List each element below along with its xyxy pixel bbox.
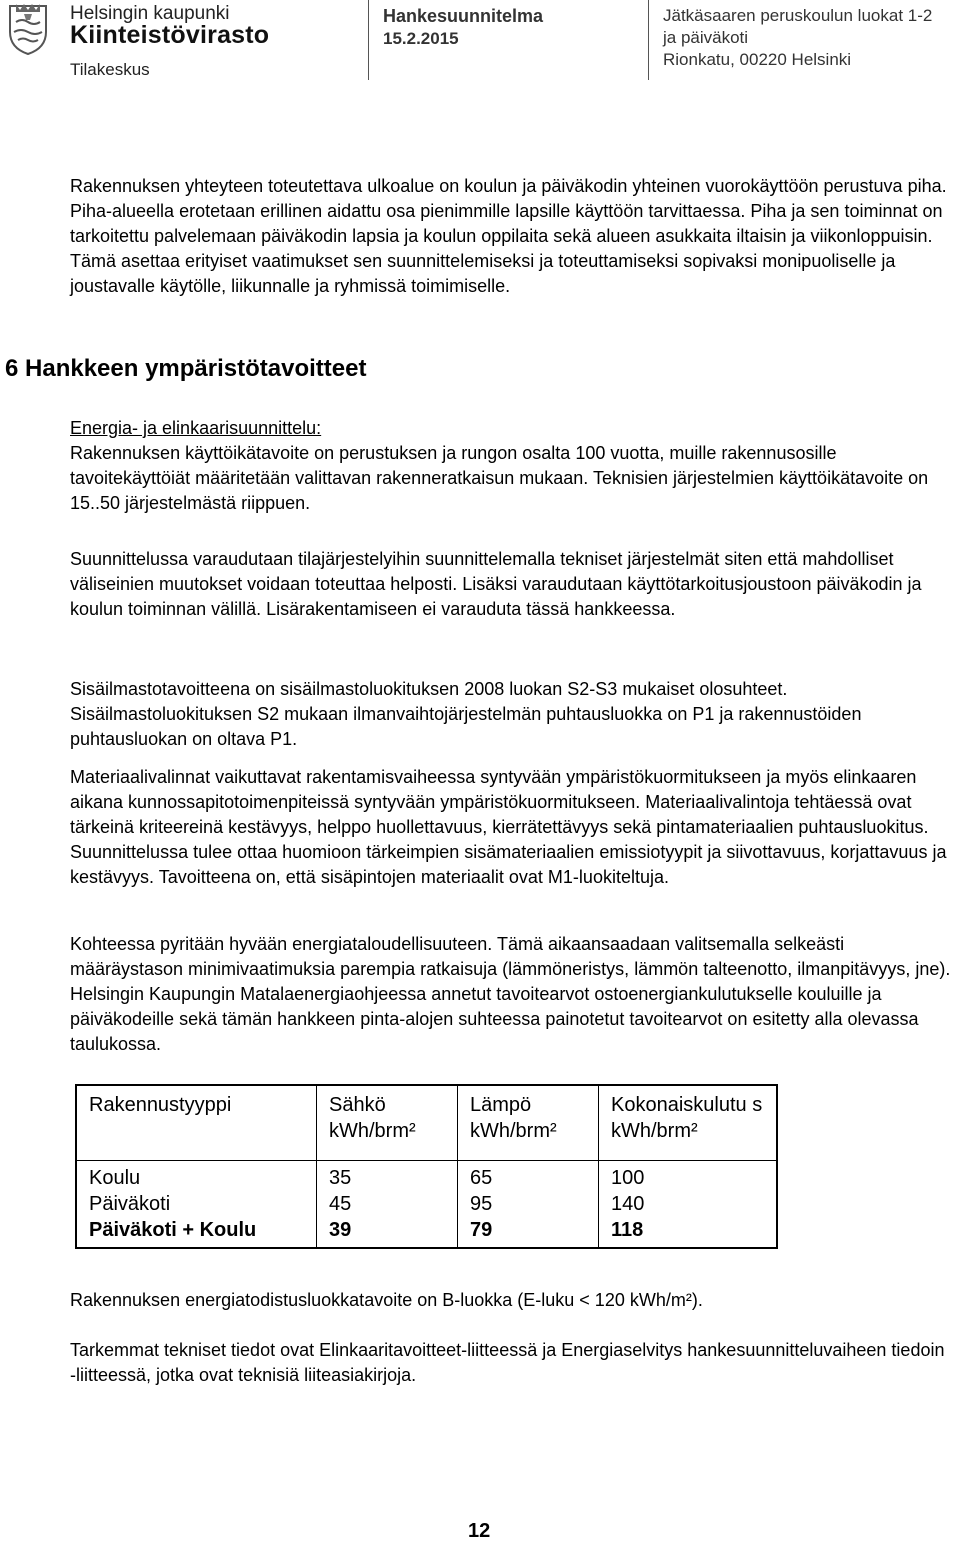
table-cell — [76, 1161, 317, 1249]
paragraph: Sisäilmastotavoitteena on sisäilmastoluokituksen 2008 luokan S2-S3 mukaiset olosuhteet. Sisäilmastoluokituksen S2 mukaan ilmanvaihtojärjestelmän puhtausluokka on P1 ja rakennustöiden puhtausluokan on oltava P1. — [70, 679, 862, 749]
table-row — [76, 1161, 777, 1249]
table-cell — [458, 1161, 599, 1249]
section-subheading: Energia- ja elinkaarisuunnittelu: — [70, 418, 322, 438]
project-info — [663, 5, 932, 71]
table-header-cell: Rakennustyyppi — [76, 1085, 317, 1161]
header-divider — [368, 0, 369, 80]
paragraph: Rakennuksen yhteyteen toteutettava ulkoalue on koulun ja päiväkodin yhteinen vuorokäyttöön perustuva piha. Piha-alueella erotetaan erillinen aidattu osa pienimmille lapsille käyttöön tarvittaessa. Piha ja sen toiminnat on tarkoitettu palvelemaan päiväkodin lapsia ja koulun oppilaita sekä alueen asukkaita iltaisin ja viikonloppuisin. Tämä asettaa erityiset vaatimukset sen suunnittelemiseksi ja toteuttamiseksi sopivaksi monipuoliselle ja joustavalle käytölle, liikunnalle ja ryhmissä toimimiselle. — [70, 176, 947, 296]
cell-value: 39 — [329, 1219, 352, 1241]
page-header — [0, 0, 960, 85]
cell-value: 95 — [470, 1193, 493, 1215]
helsinki-crest-icon — [2, 2, 54, 56]
energy-section — [70, 416, 955, 516]
cell-value: 79 — [470, 1219, 493, 1241]
paragraph: Suunnittelussa varaudutaan tilajärjestelyihin suunnittelemalla tekniset järjestelmät siten että mahdolliset väliseinien muutokset voidaan toteuttaa helposti. Lisäksi varaudutaan käyttötarkoitusjoustoon päiväkodin ja koulun toiminnan välillä. Lisärakentamiseen ei varauduta tässä hankkeessa. — [70, 549, 922, 619]
section-heading: 6 Hankkeen ympäristötavoitteet — [5, 355, 367, 382]
table-header-cell: Sähkö kWh/brm² — [317, 1085, 458, 1161]
energy-target-table — [75, 1084, 778, 1249]
cell-value: 100 — [611, 1167, 645, 1189]
cell-value: 45 — [329, 1193, 352, 1215]
cell-paivakoti: Päiväkoti — [89, 1193, 171, 1215]
org-department: Kiinteistövirasto — [70, 21, 270, 49]
table-header-row — [76, 1085, 777, 1161]
cell-value: 65 — [470, 1167, 493, 1189]
cell-value: 140 — [611, 1193, 645, 1215]
cell-total: Päiväkoti + Koulu — [89, 1219, 257, 1241]
paragraph: Materiaalivalinnat vaikuttavat rakentamisvaiheessa syntyvään ympäristökuormitukseen ja myös elinkaaren aikana kunnossapitotoimenpiteissä syntyvään ympäristökuormitukseen. Materiaalivalintoja tehtäessä ovat tärkeinä kriteereinä kestävyys, helppo huollettavuus, kierrätettävyys sekä pintamateriaalien puhtausluokitus. Suunnittelussa tulee ottaa huomioon tärkeimpien sisämateriaalien emissiotyypit ja siivottavuus, korjattavuus ja kestävyys. Tavoitteena on, että sisäpintojen materiaalit ovat M1-luokiteltuja. — [70, 767, 947, 887]
table-cell — [317, 1161, 458, 1249]
cell-value: 35 — [329, 1167, 352, 1189]
doc-date: 15.2.2015 — [383, 29, 459, 48]
table-header-cell: Kokonaiskulutu s kWh/brm² — [599, 1085, 778, 1161]
project-address: Rionkatu, 00220 Helsinki — [663, 50, 852, 69]
paragraph: Rakennuksen käyttöikätavoite on perustuksen ja rungon osalta 100 vuotta, muille rakennusosille tavoitekäyttöiät määritetään valittavan rakenneratkaisun mukaan. Teknisien järjestelmien käyttöikätavoite on 15..50 järjestelmästä riippuen. — [70, 443, 929, 513]
project-name: Jätkäsaaren peruskoulun luokat 1-2 — [663, 6, 933, 25]
cell-koulu: Koulu — [89, 1167, 141, 1189]
table-cell — [599, 1161, 778, 1249]
paragraph: Tarkemmat tekniset tiedot ovat Elinkaaritavoitteet-liitteessä ja Energiaselvitys hankesuunnitteluvaiheen tiedoin -liitteessä, jotka ovat teknisiä liiteasiakirjoja. — [70, 1340, 945, 1385]
paragraph: Rakennuksen energiatodistusluokkatavoite on B-luokka (E-luku < 120 kWh/m²). — [70, 1290, 703, 1310]
doc-title: Hankesuunnitelma — [383, 6, 544, 26]
cell-value: 118 — [611, 1219, 644, 1241]
table-header-cell: Lämpö kWh/brm² — [458, 1085, 599, 1161]
org-unit: Tilakeskus — [70, 60, 150, 79]
project-name-cont: ja päiväkoti — [663, 28, 749, 47]
org-city: Helsingin kaupunki — [70, 3, 230, 24]
page-number: 12 — [468, 1520, 491, 1542]
paragraph: Kohteessa pyritään hyvään energiataloudellisuuteen. Tämä aikaansaadaan valitsemalla selkeästi määräystason minimivaatimuksia parempia ratkaisuja (lämmöneristys, lämmön talteenotto, ilmanpitävyys, jne). Helsingin Kaupungin Matalaenergiaohjeessa annetut tavoitearvot ostoenergiankulutukselle kouluille ja päiväkodeille sekä tämän hankkeen pinta-alojen suhteessa painotetut tavoitearvot on esitetty alla olevassa taulukossa. — [70, 934, 951, 1054]
header-divider — [648, 0, 649, 80]
